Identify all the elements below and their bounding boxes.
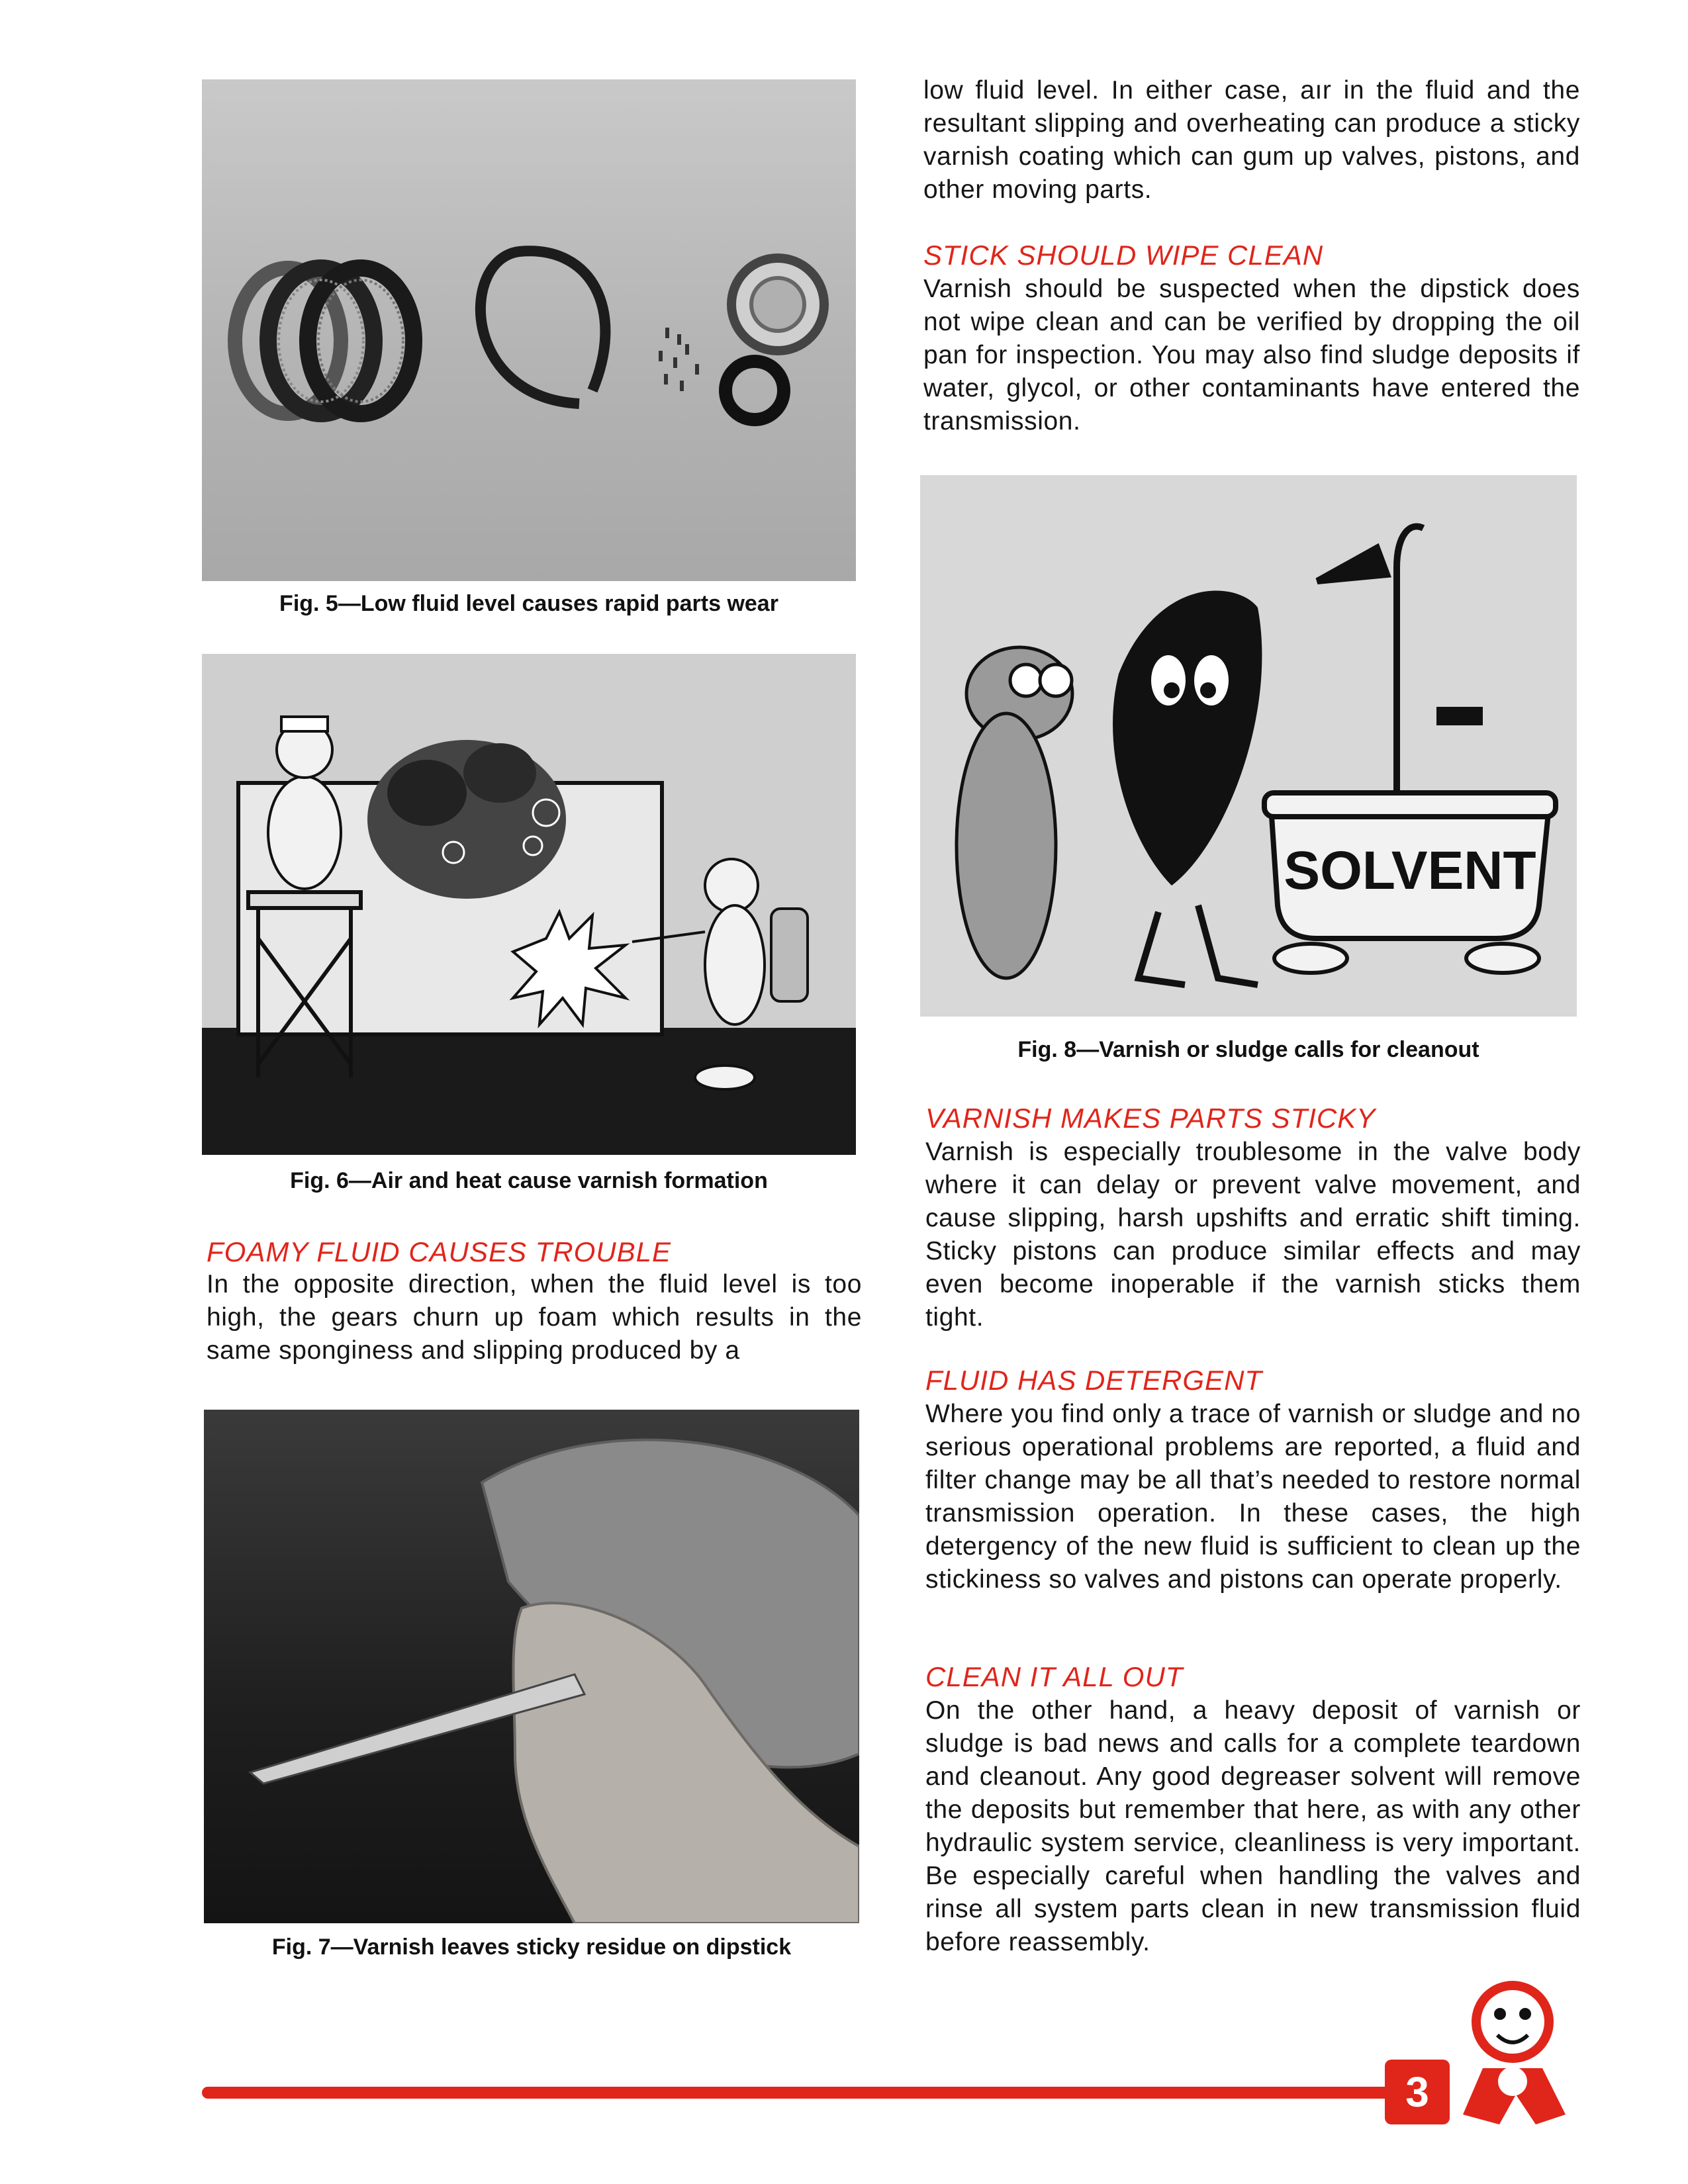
cartoon-varnish-blob bbox=[1113, 591, 1262, 985]
heading-foamy-fluid: FOAMY FLUID CAUSES TROUBLE bbox=[207, 1236, 672, 1267]
page-number: 3 bbox=[1405, 2068, 1429, 2116]
shower-head bbox=[1317, 527, 1423, 820]
footer-rule bbox=[202, 2087, 1407, 2099]
fig5-photo bbox=[202, 79, 856, 581]
fig5-caption: Fig. 5—Low fluid level causes rapid parts wear bbox=[279, 591, 778, 616]
gear-ring-bottom bbox=[726, 361, 784, 420]
body-foamy-fluid: In the opposite direction, when the fluid level is too high, the gears churn up foam which results in the same sponginess and slipping produced by a bbox=[207, 1270, 862, 1365]
body-fluid-detergent: Where you find only a trace of varnish or sludge and no serious operational problems are reported, a fluid and filter change may be all that’s needed to restore normal transmission operation. In these cases, the high detergency of the new fluid is sufficient to clean up the stickiness so valves and pistons can operate properly. bbox=[925, 1400, 1581, 1594]
faucet-icon bbox=[1436, 707, 1483, 725]
clutch-plates bbox=[235, 268, 414, 414]
fig8-cartoon bbox=[920, 475, 1577, 1017]
mascot-logo bbox=[1436, 1969, 1595, 2131]
heading-fluid-detergent: FLUID HAS DETERGENT bbox=[925, 1365, 1263, 1396]
transmission-band bbox=[481, 251, 606, 404]
body-intro-continued: low fluid level. In either case, aır in the fluid and the resultant slipping and overheating can produce a sticky varnish coating which can gum up valves, pistons, and other moving parts. bbox=[923, 76, 1580, 204]
cartoon-mechanic-left bbox=[268, 717, 341, 889]
fig7-photo bbox=[204, 1410, 859, 1923]
body-clean-all-out: On the other hand, a heavy deposit of varnish or sludge is bad news and calls for a complete teardown and cleanout. Any good degreaser solvent will remove the deposits but remember that here, as with any other hydraulic system service, cleanliness is very important. Be especially careful when handling the valves and rinse all system parts clean in new transmission fluid before reassembly. bbox=[925, 1696, 1581, 1956]
small-pins bbox=[659, 328, 699, 391]
fig6-cartoon bbox=[202, 654, 856, 1155]
cartoon-inspector bbox=[957, 647, 1072, 978]
body-varnish-sticky: Varnish is especially troublesome in the valve body where it can delay or prevent valve movement, and cause slipping, harsh upshifts and erratic shift timing. Sticky pistons can produce similar effects and may even become inoperable if the varnish sticks them tight. bbox=[925, 1138, 1581, 1332]
fig6-caption: Fig. 6—Air and heat cause varnish formation bbox=[290, 1168, 768, 1193]
solvent-label: SOLVENT bbox=[1284, 841, 1536, 901]
engine-varnish bbox=[367, 740, 566, 899]
heading-varnish-sticky: VARNISH MAKES PARTS STICKY bbox=[925, 1103, 1376, 1134]
heading-clean-all-out: CLEAN IT ALL OUT bbox=[925, 1661, 1184, 1692]
fig7-caption: Fig. 7—Varnish leaves sticky residue on dipstick bbox=[271, 1934, 792, 1960]
body-stick-wipe-clean: Varnish should be suspected when the dipstick does not wipe clean and can be verified by dropping the oil pan for inspection. You may also find sludge deposits if water, glycol, or other contaminants have entered the transmission. bbox=[923, 275, 1580, 435]
heading-stick-wipe-clean: STICK SHOULD WIPE CLEAN bbox=[923, 240, 1324, 271]
fig8-caption: Fig. 8—Varnish or sludge calls for cleanout bbox=[1017, 1037, 1479, 1062]
